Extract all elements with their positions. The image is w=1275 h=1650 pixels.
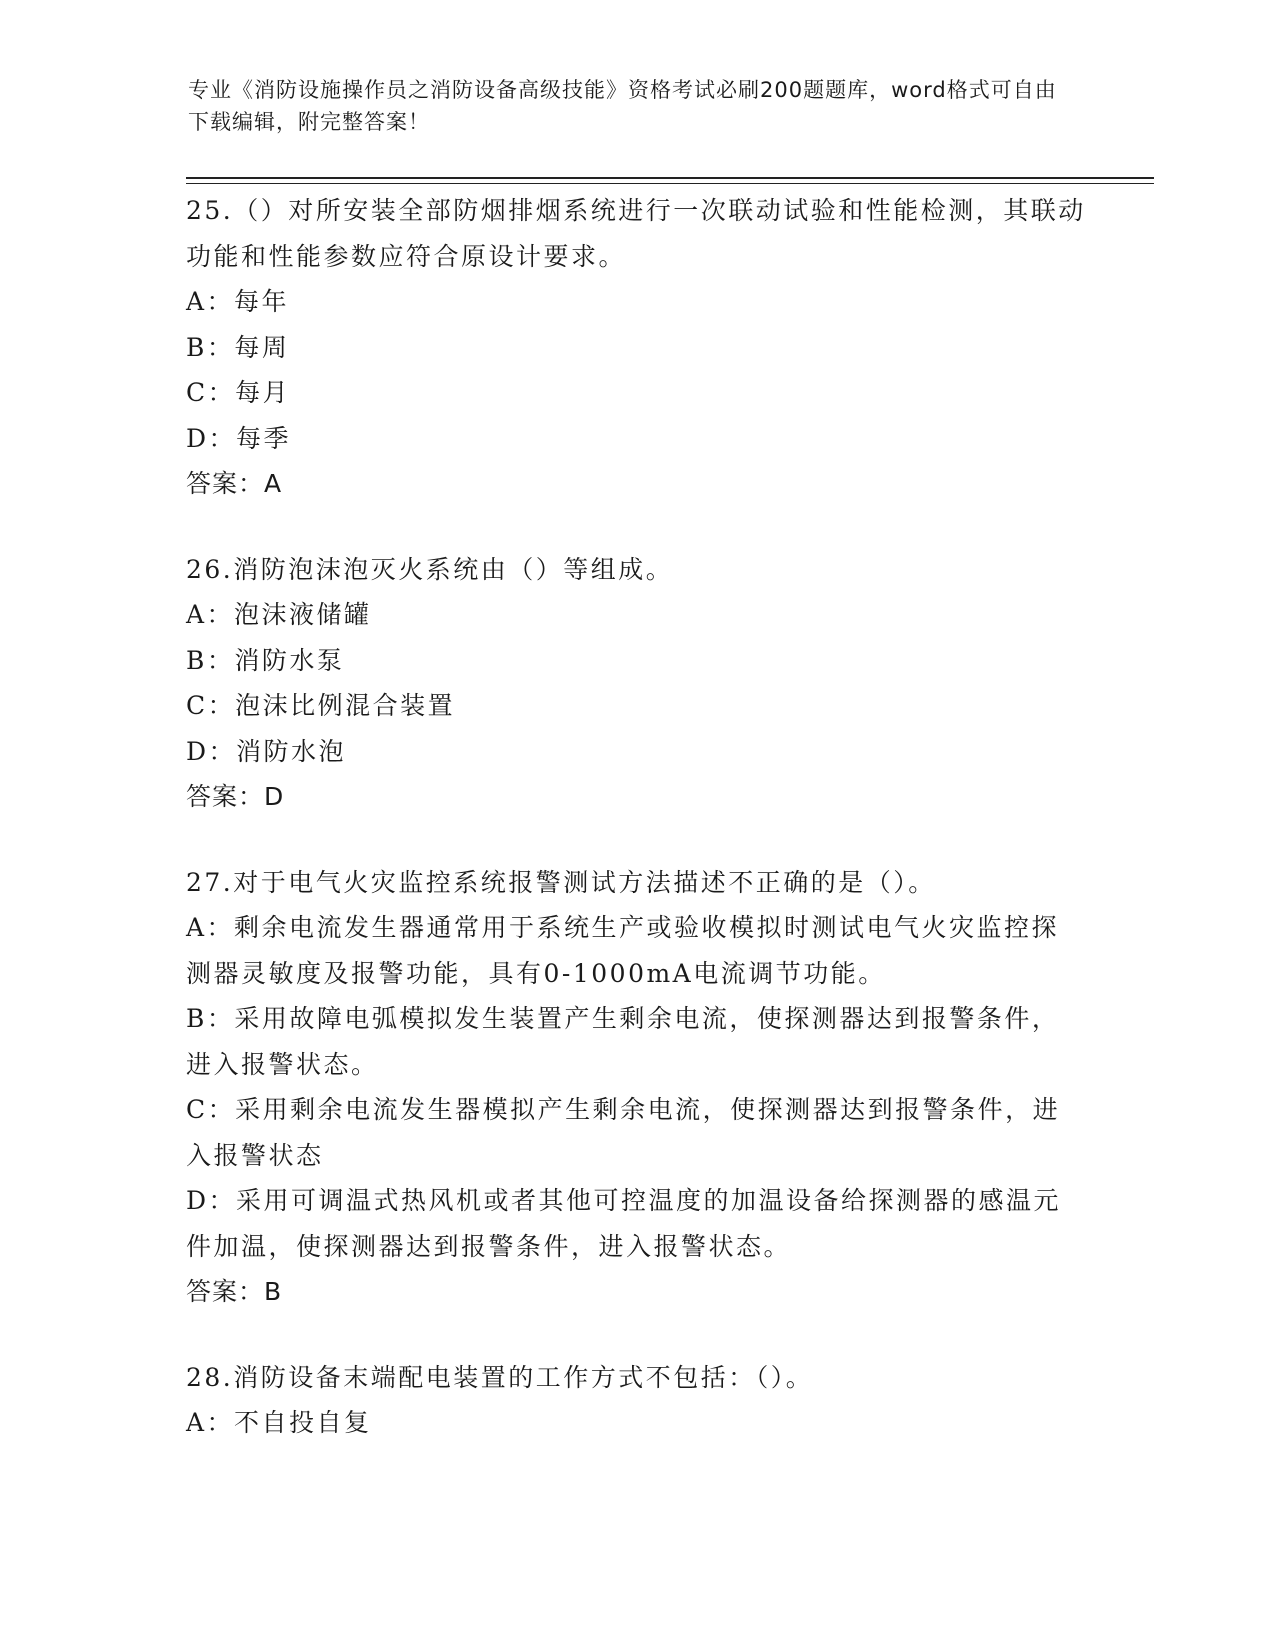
option-d: D：消防水泡 [186, 736, 347, 766]
option-b: B：每周 [186, 332, 290, 362]
question-27 [186, 860, 1086, 1315]
question-stem: 28.消防设备末端配电装置的工作方式不包括：（）。 [186, 1362, 814, 1392]
answer: 答案：A [186, 469, 283, 498]
option-c: C：每月 [186, 378, 291, 407]
question-28 [186, 1355, 1086, 1446]
option-a: A：泡沫液储罐 [186, 600, 372, 629]
option-a: A：剩余电流发生器通常用于系统生产或验收模拟时测试电气火灾监控探测器灵敏度及报警功能，具有0-1000mA电流调节功能。 [186, 913, 1060, 988]
question-stem: 27.对于电气火灾监控系统报警测试方法描述不正确的是（）。 [186, 867, 936, 897]
header-divider-thin [186, 183, 1154, 184]
option-a: A：每年 [186, 287, 290, 316]
option-b: B：采用故障电弧模拟发生装置产生剩余电流，使探测器达到报警条件，进入报警状态。 [186, 1004, 1060, 1079]
option-b: B：消防水泵 [186, 645, 345, 675]
option-c: C：采用剩余电流发生器模拟产生剩余电流，使探测器达到报警条件，进入报警状态 [186, 1095, 1061, 1170]
option-a: A：不自投自复 [186, 1408, 372, 1437]
option-c: C：泡沫比例混合装置 [186, 691, 456, 720]
question-list [186, 188, 1086, 1486]
document-header: 专业《消防设施操作员之消防设备高级技能》资格考试必刷200题题库，word格式可自由下载编辑，附完整答案！ [188, 78, 1057, 134]
option-d: D：采用可调温式热风机或者其他可控温度的加温设备给探测器的感温元件加温，使探测器达到报警条件，进入报警状态。 [186, 1186, 1062, 1261]
header-divider-thick [186, 177, 1154, 179]
question-stem: 26.消防泡沫泡灭火系统由（）等组成。 [186, 554, 674, 584]
answer: 答案：D [186, 782, 285, 811]
question-26 [186, 547, 1086, 820]
question-stem: 25.（）对所安装全部防烟排烟系统进行一次联动试验和性能检测，其联动功能和性能参数应符合原设计要求。 [186, 196, 1086, 271]
answer: 答案：B [186, 1277, 283, 1306]
question-25 [186, 188, 1086, 507]
option-d: D：每季 [186, 423, 292, 453]
